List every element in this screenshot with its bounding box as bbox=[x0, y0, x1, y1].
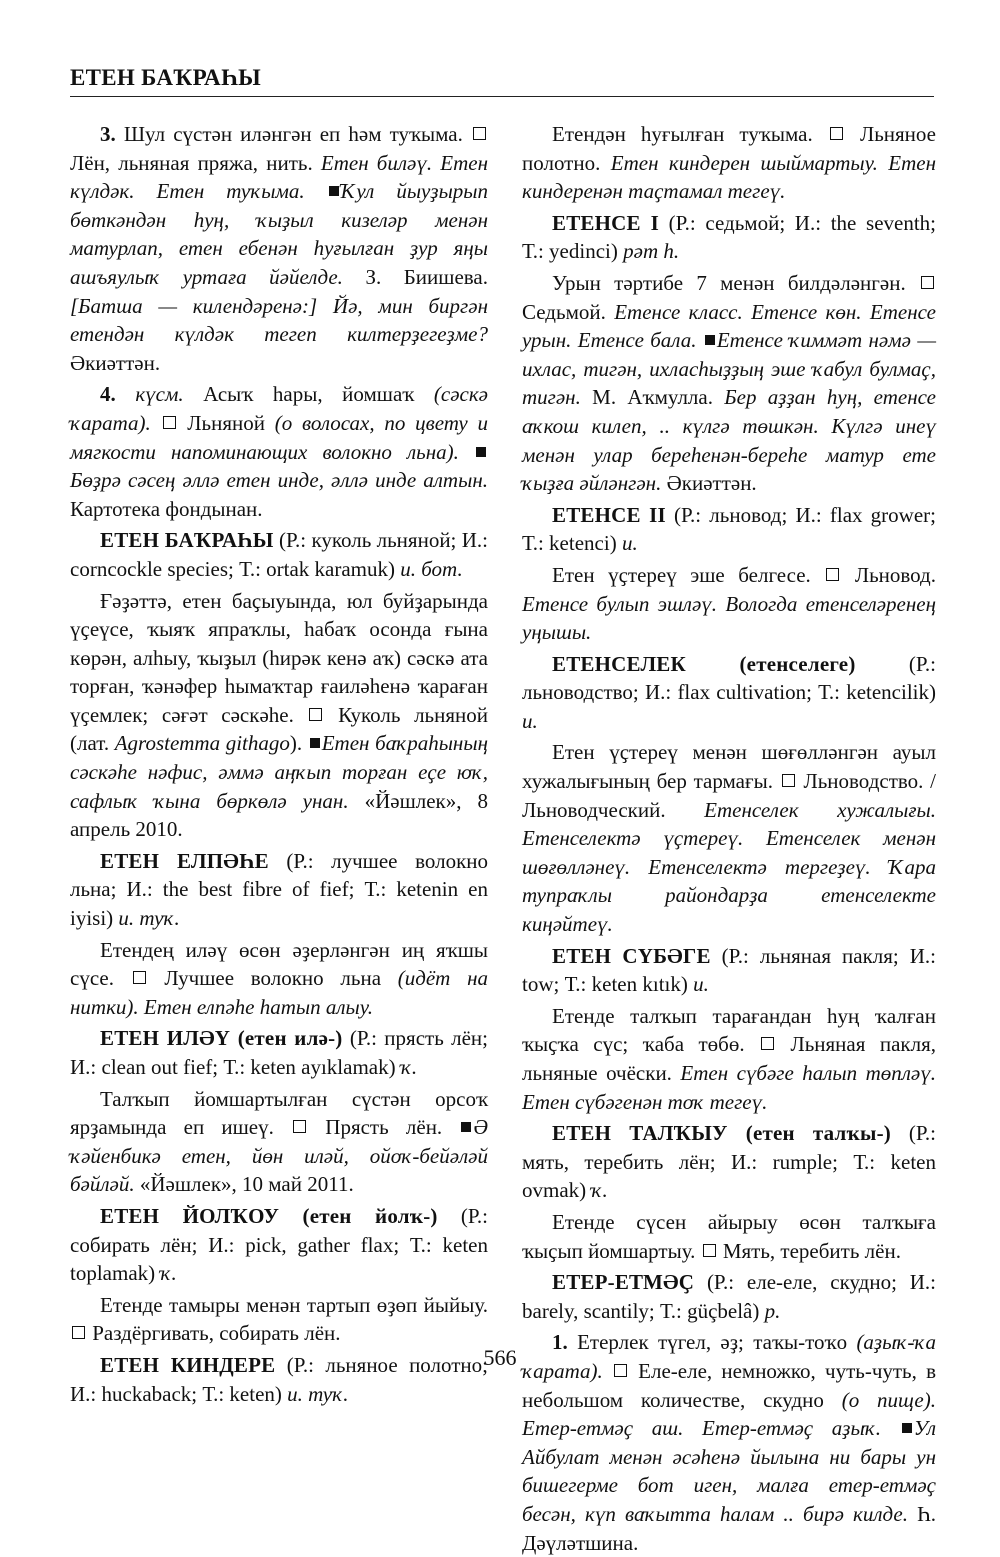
grammar-label: и. туҡ. bbox=[118, 906, 180, 931]
headword: ЕТЕН ТАЛҠЫУ (етен талҡы-) bbox=[552, 1121, 891, 1146]
entry-heading bbox=[522, 942, 936, 999]
entry-heading bbox=[70, 526, 488, 583]
example-text: Етен сүбәге һалып төпләү. Етен сүбәгенән тоҡ тегеү. bbox=[522, 1061, 936, 1114]
translation-text: Прясть лён. bbox=[308, 1115, 460, 1140]
white-square-icon bbox=[782, 774, 795, 787]
black-square-icon bbox=[310, 738, 320, 748]
definition-paragraph bbox=[70, 936, 488, 1022]
translation-text: Льновод. bbox=[841, 562, 936, 587]
definition-paragraph bbox=[70, 1085, 488, 1199]
page-number: 566 bbox=[483, 1345, 517, 1370]
running-title: ЕТЕН БАҠРАҺЫ bbox=[70, 65, 262, 90]
example-text: (о пище). Етер-етмәҫ аш. Етер-етмәҫ аҙыҡ. bbox=[522, 1387, 936, 1441]
header-rule bbox=[70, 96, 934, 97]
entry-heading bbox=[70, 847, 488, 933]
grammar-label: и. bbox=[693, 972, 709, 997]
definition-text: Ғәҙәттә, етен баҫыуында, юл буйҙарында үҫеүсе, ҡыяҡ япраҡлы, һабаҡ осонда ғына көрән, алһыу, ҡыҙыл (һирәк кенә аҡ) сәскә ата торған, ҡәнәфер һымаҡтар ғаиләһенә ҡараған үҫемлек; сәғәт сәскәһе. bbox=[70, 588, 488, 727]
translation-text: Льноводство. / Льноводческий. bbox=[522, 769, 936, 822]
example-text: Етен киндерен шыймартыу. Етен киндеренән таҫтамал тегеү. bbox=[522, 150, 936, 204]
latin-name: Agrostemma githago bbox=[114, 731, 290, 756]
usage-note: (сәскә ҡарата). bbox=[70, 382, 488, 435]
headword: ЕТЕН ИЛӘҮ (етен илә-) bbox=[100, 1026, 343, 1051]
white-square-icon bbox=[72, 1326, 85, 1339]
example-text: Етенселек хужалығы. Етенселектә үҫтереү. Етенселек менән шөғөлләнеү. Етенселектә тергеҙеү. Ҡара тупраҡлы райондарҙа етенселекте киңәйтеү. bbox=[522, 797, 936, 937]
entry-heading bbox=[522, 209, 936, 266]
translation-text: Куколь льняной (лат. bbox=[70, 702, 488, 756]
definition-text: Етенде талҡып тарағандан һуң ҡалған ҡыҫҡа сүс; ҡаба төбө. bbox=[522, 1003, 936, 1057]
headword: ЕТЕР-ЕТМӘҪ bbox=[552, 1270, 695, 1295]
headword: ЕТЕН БАҠРАҺЫ bbox=[100, 528, 274, 553]
example-text: Етен биләү. Етен күлдәк. Етен туҡыма. bbox=[70, 150, 488, 204]
headword: ЕТЕН ЕЛПӘҺЕ bbox=[100, 848, 269, 873]
white-square-icon bbox=[761, 1037, 774, 1050]
headword: ЕТЕН КИНДЕРЕ bbox=[100, 1352, 276, 1377]
white-square-icon bbox=[921, 276, 934, 289]
definition-paragraph bbox=[522, 120, 936, 206]
definition-text: Урын тәртибе 7 менән билдәләнгән. bbox=[552, 270, 919, 295]
grammar-label: и. bbox=[621, 531, 638, 556]
grammar-label: ҡ. bbox=[591, 1178, 608, 1203]
headword: ЕТЕНСЕ I bbox=[552, 210, 659, 235]
translation-text: Льняное полотно. bbox=[522, 122, 936, 175]
translation-text: Лён, льняная пряжа, нить. bbox=[70, 150, 321, 175]
translation-text: Еле-еле, немножко, чуть-чуть, в небольшом количестве, скудно bbox=[522, 1358, 936, 1412]
quote-text: Ул Айбулат менән әсәһенә йылына ни бары ун бишегерме бот иген, малға етер-етмәҫ бесән, күп ваҡытта һалам .. бирә килде. bbox=[522, 1416, 937, 1526]
sense-4-paragraph bbox=[70, 380, 488, 523]
definition-text: Етенде тамыры менән тартып өҙөп йыйыу. bbox=[100, 1292, 488, 1317]
definition-text: Етендән һуғылған туҡыма. bbox=[552, 122, 828, 146]
source-text: Әкиәттән. bbox=[70, 350, 161, 375]
headword: ЕТЕНСЕЛЕК (етенселеге) bbox=[552, 651, 856, 676]
usage-note: (о волосах, по цвету и мягкости напоминающих волокно льна). bbox=[70, 410, 488, 464]
entry-heading bbox=[70, 1202, 488, 1288]
source-text: «Йәшлек», 10 май 2011. bbox=[134, 1172, 354, 1197]
black-square-icon bbox=[902, 1423, 912, 1433]
white-square-icon bbox=[133, 971, 146, 984]
spacer-text bbox=[305, 179, 327, 203]
white-square-icon bbox=[309, 708, 322, 721]
equivalents-text: (Р.: льняное полотно; И.: huckaback; Т.: keten) bbox=[70, 1352, 488, 1406]
definition-paragraph bbox=[70, 1291, 488, 1348]
equivalents-text: (Р.: льняная пакля; И.: tow; Т.: keten kıtık) bbox=[522, 943, 936, 997]
headword: ЕТЕН ЙОЛҠОУ (етен йолҡ-) bbox=[100, 1203, 438, 1228]
equivalents-text: (Р.: льноводство; И.: flax cultivation; Т.: ketencilik) bbox=[522, 651, 936, 705]
source-text: Әкиәттән. bbox=[661, 471, 757, 496]
usage-note: (аҙыҡ-ҡа ҡарата). bbox=[522, 1330, 936, 1383]
headword: ЕТЕН СҮБӘГЕ bbox=[552, 943, 711, 968]
quote-text: Ҡул йыуҙырып бөткәндән һуң, ҡыҙыл кизеләр менән матурлап, етен ебенән һуғылған ҙур яңы ашъяулыҡ уртаға йәйелде. bbox=[70, 179, 489, 289]
source-text: М. Аҡмулла. bbox=[580, 385, 725, 410]
white-square-icon bbox=[826, 568, 839, 581]
example-text: (идёт на нитки). Етен елпәһе һатып алыу. bbox=[70, 966, 488, 1019]
definition-text: Етендең иләү өсөн әҙерләнгән иң яҡшы сүсе. bbox=[70, 937, 488, 991]
equivalents-text: (Р.: льновод; И.: flax grower; Т.: ketenci) bbox=[522, 502, 936, 556]
spacer-text bbox=[116, 382, 136, 406]
grammar-label: рәт h. bbox=[623, 239, 680, 264]
definition-text: Шул сүстән иләнгән еп һәм туҡыма. bbox=[115, 122, 471, 146]
black-square-icon bbox=[329, 186, 339, 196]
translation-text: Раздёргивать, собирать лён. bbox=[87, 1321, 341, 1346]
equivalents-text: (Р.: мять, теребить лён; И.: rumple; Т.: keten ovmak) bbox=[522, 1121, 936, 1203]
definition-text: Етен үҫтереү менән шөғөлләнгән ауыл хужалығының бер тармағы. bbox=[522, 740, 936, 794]
white-square-icon bbox=[163, 416, 176, 429]
equivalents-text: (Р.: собирать лён; И.: pick, gather flax; Т.: keten toplamak) bbox=[70, 1203, 488, 1286]
entry-heading bbox=[70, 1024, 488, 1081]
source-text: «Йәшлек», 8 апрель 2010. bbox=[70, 788, 488, 842]
entry-heading bbox=[522, 501, 936, 558]
quote-text: Етен баҡраһының сәскәһе нәфис, әммә аңҡып торған еҫе юҡ, сафлыҡ ҡына бөркөлә унан. bbox=[70, 731, 488, 813]
grammar-label: ҡ. bbox=[400, 1055, 418, 1079]
entry-heading bbox=[522, 650, 936, 736]
translation-text: ). bbox=[289, 731, 308, 756]
definition-text: Етерлек түгел, әҙ; таҡы-тоҡо bbox=[567, 1330, 857, 1355]
definition-paragraph bbox=[522, 738, 936, 938]
definition-paragraph bbox=[522, 269, 936, 498]
entry-heading bbox=[522, 1268, 936, 1325]
black-square-icon bbox=[461, 1122, 471, 1132]
grammar-label: р. bbox=[764, 1298, 781, 1323]
definition-text: Талҡып йомшартылған сүстән орсоҡ ярҙамында еп ишеү. bbox=[70, 1086, 488, 1140]
definition-text: Етен үҫтереү эше белгесе. bbox=[552, 562, 825, 587]
quote-text: Ә ҡәйенбикә етен, йөн иләй, ойоҡ-бейәләй бәйләй. bbox=[70, 1115, 488, 1197]
example-text: Етенсе класс. Етенсе көн. Етенсе урын. Етенсе бала. bbox=[522, 299, 936, 353]
grammar-label: ҡ. bbox=[160, 1261, 177, 1286]
black-square-icon bbox=[476, 447, 486, 457]
grammar-label: күсм. bbox=[135, 382, 184, 407]
black-square-icon bbox=[705, 335, 715, 345]
translation-text: Льняной bbox=[177, 410, 275, 435]
sense-number: 3. bbox=[100, 122, 116, 146]
grammar-label: и. бот. bbox=[400, 556, 463, 581]
white-square-icon bbox=[293, 1120, 306, 1133]
sense-number: 4. bbox=[100, 382, 116, 407]
white-square-icon bbox=[830, 127, 843, 140]
spacer-text bbox=[881, 1416, 900, 1440]
sense-number: 1. bbox=[552, 1330, 568, 1355]
quote-text: Бөҙрә сәсең әллә етен инде, әллә инде алтын. bbox=[70, 468, 488, 493]
source-text: Һ. Дәүләтшина. bbox=[522, 1501, 936, 1555]
source-text: Картотека фондынан. bbox=[70, 496, 263, 521]
sense-3-paragraph bbox=[70, 120, 488, 377]
translation-text: Седьмой. bbox=[522, 299, 615, 324]
quote-text: Етенсе ҡиммәт нәмә — ихлас, тигән, ихласһыҙҙың эше ҡабул булмаҫ, тигән. bbox=[522, 328, 936, 410]
translation-text: Льняная пакля, льняные очёски. bbox=[522, 1032, 936, 1085]
spacer-text bbox=[151, 411, 161, 435]
equivalents-text: (Р.: куколь льняной; И.: corncockle species; Т.: ortak karamuk) bbox=[70, 528, 488, 581]
quote-text: [Батша — килендәренә:] Йә, мин биргән етендән күлдәк тегеп килтерҙегеҙме? bbox=[70, 293, 488, 347]
left-column bbox=[70, 120, 488, 1408]
translation-text: Мять, теребить лён. bbox=[717, 1238, 901, 1263]
definition-paragraph bbox=[522, 1208, 936, 1265]
headword: ЕТЕНСЕ II bbox=[552, 502, 666, 527]
equivalents-text: (Р.: прясть лён; И.: clean out fief; Т.: keten ayıklamak) bbox=[70, 1026, 488, 1079]
equivalents-text: (Р.: седьмой; И.: the seventh; Т.: yedinci) bbox=[522, 210, 937, 264]
source-text: З. Биишева. bbox=[342, 264, 488, 289]
grammar-label: и. туҡ. bbox=[287, 1381, 349, 1406]
definition-text: Етенде сүсен айырыу өсөн талҡыға ҡыҫып йомшартыу. bbox=[522, 1209, 936, 1263]
right-column bbox=[522, 120, 936, 1557]
spacer-text bbox=[696, 328, 702, 352]
equivalents-text: (Р.: еле-еле, скудно; И.: barely, scantily; Т.: güçbelâ) bbox=[522, 1270, 936, 1323]
white-square-icon bbox=[703, 1244, 716, 1257]
grammar-label: и. bbox=[522, 708, 538, 733]
entry-heading bbox=[522, 1119, 936, 1205]
example-text: Етенсе булып эшләү. Вологда етенселәренең уңышы. bbox=[522, 591, 936, 645]
quote-text: Бер аҙҙан һуң, етенсе аҡкош килеп, .. күлгә төшкән. Күлгә инеү менән улар береһенән-береһе матур ете ҡыҙға әйләнгән. bbox=[522, 385, 936, 496]
definition-text: Асыҡ һары, йомшаҡ bbox=[183, 382, 434, 407]
definition-paragraph bbox=[522, 1002, 936, 1116]
equivalents-text: (Р.: лучшее волокно льна; И.: the best fibre of fief; Т.: ketenin en iyisi) bbox=[70, 848, 489, 931]
definition-paragraph bbox=[522, 561, 936, 647]
translation-text: Лучшее волокно льна bbox=[147, 966, 398, 991]
definition-paragraph bbox=[70, 587, 488, 844]
spacer-text bbox=[459, 440, 474, 464]
white-square-icon bbox=[473, 127, 486, 140]
